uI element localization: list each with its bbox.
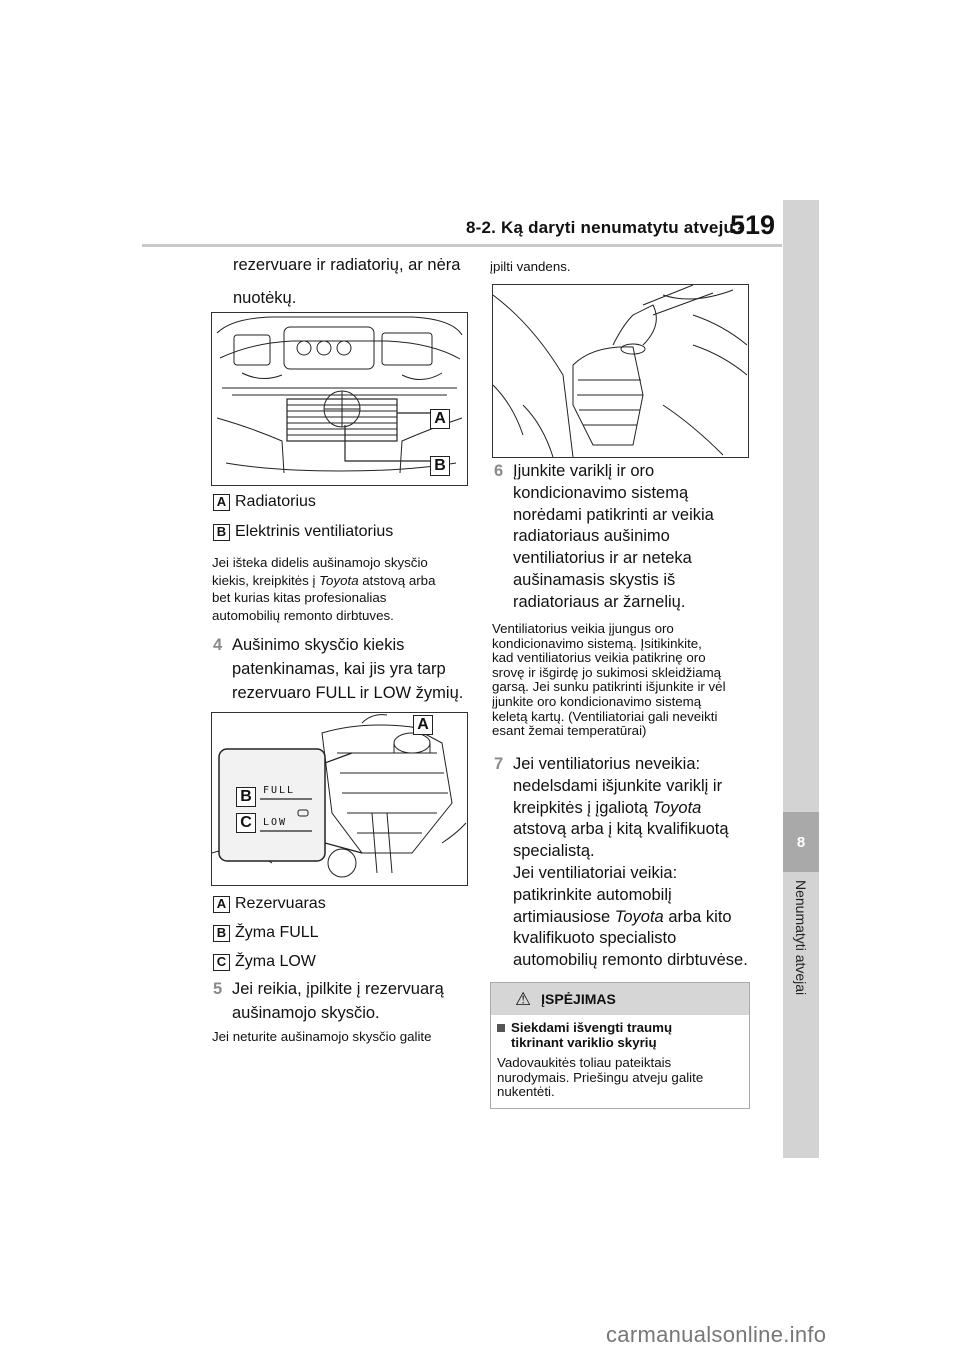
watermark: carmanualsonline.info: [606, 1322, 827, 1347]
section-title: 8-2. Ką daryti nenumatytu atveju?: [466, 218, 745, 237]
note-text: atstovą arba: [358, 572, 436, 588]
pouring-coolant-drawing: [493, 285, 748, 457]
warning-title: ĮSPĖJIMAS: [541, 991, 616, 1007]
figure1-callout-b: B: [430, 456, 450, 476]
legend-text: Radiatorius: [235, 493, 316, 510]
step-line: atstovą arba į kitą kvalifikuotą: [513, 820, 729, 839]
step-line: rezervuaro FULL ir LOW žymių.: [232, 684, 464, 702]
step-line: [513, 907, 748, 929]
legend-text: Žyma LOW: [235, 953, 316, 970]
warning-body-line: nukentėti.: [497, 1084, 555, 1100]
legend-text: Elektrinis ventiliatorius: [235, 523, 394, 540]
brand-name: Toyota: [652, 798, 702, 817]
step-line: aušinamasis skystis iš: [513, 570, 676, 589]
legend-text: Rezervuaras: [235, 895, 326, 912]
intro-line-1: rezervuare ir radiatorių, ar nėra: [233, 256, 461, 274]
legend-text: Žyma FULL: [235, 924, 319, 941]
full-mark-label: FULL: [263, 785, 296, 796]
note-water-continued: įpilti vandens.: [490, 259, 571, 274]
step-text: kreipkitės į įgaliotą: [513, 798, 653, 817]
note-line: kad ventiliatorius veikia patikrinę oro: [492, 650, 706, 666]
step-line: kvalifikuoto specialisto: [513, 929, 677, 948]
warning-subtitle: [491, 1015, 749, 1050]
step-line: Aušinimo skysčio kiekis: [232, 636, 405, 654]
warning-body-line: Vadovaukitės toliau pateiktais: [497, 1055, 672, 1071]
figure1-callout-a: A: [430, 409, 450, 429]
legend-radiator: [213, 492, 316, 512]
step-line: Jei ventiliatoriai veikia:: [513, 863, 678, 882]
intro-text: [233, 253, 460, 311]
step-line: radiatoriaus aušinimo: [513, 527, 670, 546]
legend-key: B: [213, 925, 230, 942]
warning-body-line: nurodymais. Priešingu atveju galite: [497, 1069, 704, 1085]
note-line: esant žemai temperatūrai): [492, 723, 647, 739]
step-number: 6: [494, 462, 504, 480]
note-line: srovę ir išgirdę jo sukimosi skleidžiamą: [492, 664, 722, 680]
step-line: patikrinkite automobilį: [513, 885, 672, 904]
figure2-callout-a: A: [413, 715, 433, 735]
warning-header: [491, 983, 749, 1015]
note-line: Ventiliatorius veikia įjungus oro: [492, 621, 674, 636]
step-7: [494, 754, 748, 972]
warning-triangle-icon: ⚠: [515, 988, 532, 1009]
note-line: garsą. Jei sunku patikrinti išjunkite ir vėl: [492, 679, 726, 695]
note-text: kiekis, kreipkitės į: [212, 572, 320, 588]
note-water: Jei neturite aušinamojo skysčio galite: [212, 1029, 432, 1044]
header-rule: [142, 244, 782, 247]
engine-bay-illustration: [211, 312, 468, 486]
legend-key: A: [213, 494, 230, 511]
step-number: 7: [494, 755, 504, 773]
legend-full-mark: [213, 923, 319, 943]
step-6: [494, 461, 714, 614]
figure2-callout-b: B: [236, 787, 256, 807]
step-line: [513, 798, 748, 820]
warning-subtitle-line: tikrinant variklio skyrių: [511, 1034, 657, 1050]
step-line: radiatoriaus ar žarnelių.: [513, 592, 686, 611]
warning-body: [491, 1050, 749, 1100]
note-line: keletą kartų. (Ventiliatoriai gali neveikti: [492, 708, 718, 724]
legend-reservoir: [213, 894, 326, 914]
step-line: ventiliatorius ir ar neteka: [513, 549, 692, 568]
chapter-title: Nenumatyti atvejai: [793, 880, 809, 996]
note-line: Jei išteka didelis aušinamojo skysčio: [212, 555, 428, 570]
brand-name: Toyota: [319, 572, 359, 588]
note-line: kondicionavimo sistemą. Įsitikinkite,: [492, 635, 702, 651]
note-fan-check: [492, 622, 754, 739]
note-line: bet kurias kitas profesionalias: [212, 590, 387, 605]
step-line: automobilių remonto dirbtuvėse.: [513, 951, 748, 970]
step-4: [213, 633, 463, 705]
step-line: Jei ventiliatorius neveikia:: [513, 755, 701, 773]
step-line: nedelsdami išjunkite variklį ir: [513, 776, 723, 795]
step-number: 4: [213, 636, 223, 654]
legend-key: B: [213, 524, 230, 541]
step-text: arba kito: [663, 907, 732, 926]
note-line: [212, 572, 472, 590]
warning-box: [490, 982, 750, 1109]
chapter-number-badge: 8: [783, 812, 819, 872]
brand-name: Toyota: [614, 907, 664, 926]
step-line: specialistą.: [513, 842, 595, 861]
legend-key: C: [213, 954, 230, 971]
intro-line-2: nuotėkų.: [233, 289, 297, 307]
reservoir-illustration: [211, 712, 468, 886]
note-line: automobilių remonto dirbtuves.: [212, 607, 394, 623]
step-number: 5: [213, 980, 223, 998]
chapter-side-tab: [783, 200, 819, 1158]
step-text: artimiausiose: [513, 907, 615, 926]
engine-bay-drawing: [212, 313, 467, 485]
warning-subtitle-line: Siekdami išvengti traumų: [511, 1020, 673, 1035]
legend-key: A: [213, 896, 230, 913]
note-leak: [212, 554, 472, 624]
step-5: [213, 977, 444, 1025]
page-number: 519: [730, 210, 776, 240]
step-line: kondicionavimo sistemą: [513, 483, 689, 502]
step-line: aušinamojo skysčio.: [232, 1004, 380, 1022]
step-line: Jei reikia, įpilkite į rezervuarą: [232, 980, 444, 998]
bullet-square-icon: [497, 1024, 505, 1032]
step-line: patenkinamas, kai jis yra tarp: [232, 660, 446, 678]
pouring-coolant-illustration: [492, 284, 749, 458]
step-line: norėdami patikrinti ar veikia: [513, 505, 714, 524]
note-line: įjunkite oro kondicionavimo sistemą: [492, 693, 702, 709]
low-mark-label: LOW: [263, 817, 288, 828]
step-line: Įjunkite variklį ir oro: [513, 462, 655, 480]
legend-electric-fan: [213, 522, 393, 542]
legend-low-mark: [213, 952, 316, 972]
figure2-callout-c: C: [236, 813, 256, 833]
